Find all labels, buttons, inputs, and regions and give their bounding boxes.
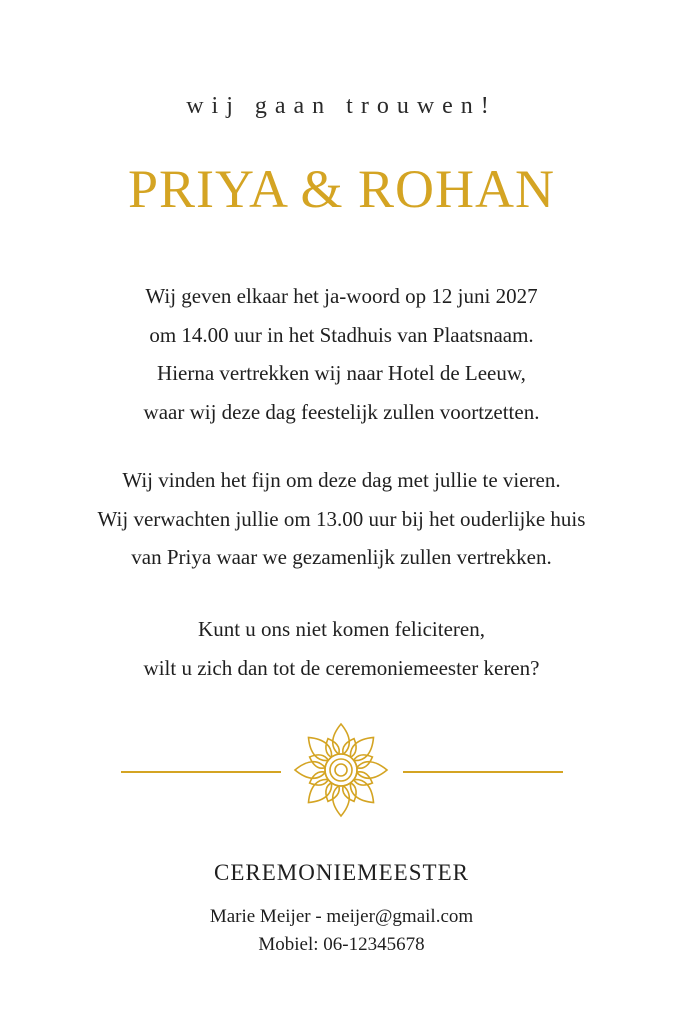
contact-name-email: Marie Meijer - meijer@gmail.com <box>209 906 474 927</box>
paragraph-line: wilt u zich dan tot de ceremoniemeester keren? <box>143 655 540 680</box>
divider-graphic <box>0 720 683 820</box>
paragraph-line: Hierna vertrekken wij naar Hotel de Leeuw, <box>157 361 526 385</box>
ornament-divider <box>0 720 683 820</box>
paragraph-line: Kunt u ons niet komen feliciteren, <box>198 617 485 641</box>
paragraph-line: Wij vinden het fijn om deze dag met jullie te vieren. <box>122 468 561 492</box>
congratulate-paragraph <box>0 610 683 687</box>
paragraph-line: Wij verwachten jullie om 13.00 uur bij het ouderlijke huis <box>97 506 586 531</box>
paragraph-line: van Priya waar we gezamenlijk zullen vertrekken. <box>131 545 552 569</box>
paragraph-line: waar wij deze dag feestelijk zullen voortzetten. <box>143 399 540 424</box>
couple-names: PRIYA & ROHAN <box>127 159 556 219</box>
contact-block <box>0 903 683 959</box>
paragraph-line: Wij geven elkaar het ja-woord op 12 juni 2027 <box>145 284 538 308</box>
ceremony-master-title: CEREMONIEMEESTER <box>214 860 469 885</box>
gathering-paragraph <box>0 461 683 577</box>
contact-phone: Mobiel: 06-12345678 <box>258 934 425 955</box>
ceremony-paragraph <box>0 277 683 431</box>
paragraph-line: om 14.00 uur in het Stadhuis van Plaatsnaam. <box>149 322 534 347</box>
tagline: wij gaan trouwen! <box>186 93 497 119</box>
mandala-icon <box>295 724 387 816</box>
